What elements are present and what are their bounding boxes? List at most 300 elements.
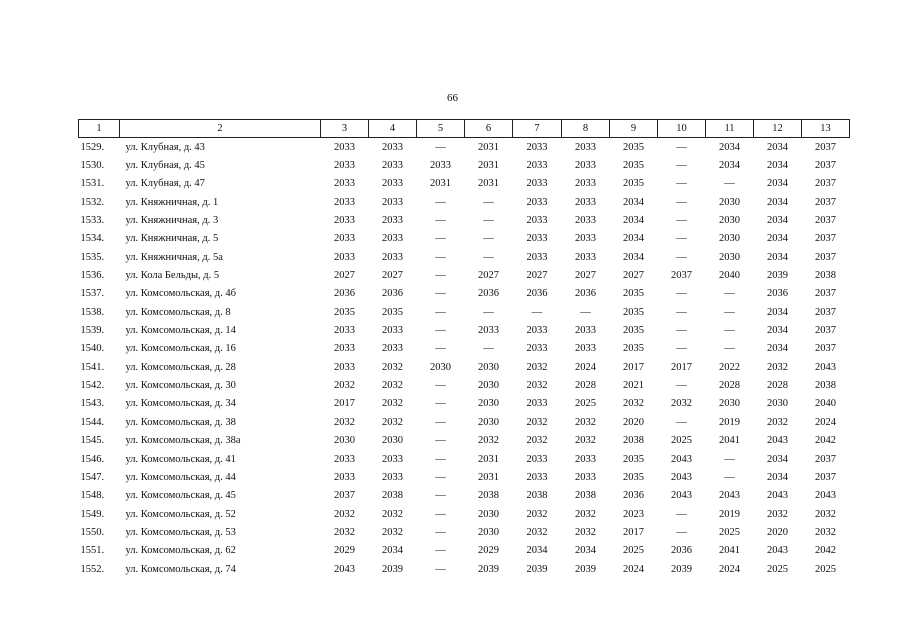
year-cell: 2033 [526,160,548,172]
year-cell: 2019 [719,416,740,428]
year-cell: 2038 [815,270,836,282]
year-cell: — [435,563,446,575]
row-number: 1548. [80,490,105,502]
year-cell: 2030 [478,526,499,538]
year-cell: 2033 [526,343,548,355]
year-cell: 2020 [767,526,788,538]
column-header-2: 2 [120,120,321,138]
column-header-10: 10 [658,120,706,138]
year-cell: — [676,288,687,300]
year-cell: 2033 [526,453,548,465]
year-cell: 2035 [334,306,355,318]
year-cell: 2034 [767,196,788,208]
year-cell: — [580,306,591,318]
year-cell: 2029 [334,545,355,557]
year-cell: 2032 [526,416,548,428]
year-cell: 2039 [767,270,788,282]
year-cell: 2038 [575,490,596,502]
row-number: 1539. [80,325,105,337]
year-cell: 2028 [767,380,788,392]
year-cell: 2037 [815,178,836,190]
address-cell: ул. Комсомольская, д. 30 [125,380,236,392]
table-row [79,376,850,394]
table-body [79,138,850,579]
year-cell: 2033 [334,251,355,263]
year-cell: — [724,325,735,337]
year-cell: 2034 [767,343,788,355]
address-cell: ул. Комсомольская, д. 38 [125,416,236,428]
address-cell: ул. Комсомольская, д. 8 [125,306,231,318]
year-cell: 2035 [623,453,644,465]
year-cell: 2037 [815,160,836,172]
year-cell: — [676,160,687,172]
year-cell: 2030 [382,435,403,447]
column-header-11: 11 [706,120,754,138]
column-header-7: 7 [513,120,562,138]
column-header-12: 12 [754,120,802,138]
row-number: 1532. [80,196,105,208]
year-cell: — [676,215,687,227]
year-cell: 2032 [623,398,644,410]
year-cell: 2034 [526,545,548,557]
year-cell: 2037 [671,270,692,282]
schedule-table [78,119,850,578]
year-cell: 2030 [719,196,740,208]
year-cell: 2033 [382,160,403,172]
year-cell: 2034 [719,160,740,172]
row-number: 1544. [80,416,105,428]
row-number: 1547. [80,471,105,483]
year-cell: 2033 [382,453,403,465]
year-cell: 2043 [767,490,788,502]
year-cell: 2032 [575,435,596,447]
row-number: 1529. [80,141,105,153]
year-cell: 2033 [478,325,499,337]
year-cell: 2022 [719,361,740,373]
year-cell: 2030 [478,398,499,410]
year-cell: — [483,343,494,355]
row-number: 1537. [80,288,105,300]
table-row [79,321,850,339]
table-row [79,432,850,450]
year-cell: 2017 [334,398,355,410]
year-cell: 2033 [382,325,403,337]
year-cell: 2033 [382,215,403,227]
year-cell: — [435,270,446,282]
table-header [79,120,850,138]
year-cell: 2037 [815,306,836,318]
year-cell: — [435,306,446,318]
year-cell: — [435,490,446,502]
year-cell: — [676,306,687,318]
year-cell: 2042 [815,545,836,557]
year-cell: 2032 [767,416,788,428]
year-cell: — [435,545,446,557]
year-cell: 2033 [526,178,548,190]
year-cell: 2043 [767,435,788,447]
year-cell: 2034 [767,471,788,483]
row-number: 1540. [80,343,105,355]
year-cell: 2034 [623,215,644,227]
year-cell: 2024 [623,563,644,575]
year-cell: 2030 [478,508,499,520]
year-cell: 2031 [430,178,451,190]
row-number: 1542. [80,380,105,392]
year-cell: 2040 [815,398,836,410]
address-cell: ул. Комсомольская, д. 4б [125,288,236,300]
year-cell: 2034 [767,233,788,245]
year-cell: 2034 [767,215,788,227]
address-cell: ул. Комсомольская, д. 52 [125,508,236,520]
year-cell: 2025 [767,563,788,575]
year-cell: — [483,251,494,263]
table-row [79,230,850,248]
year-cell: 2029 [478,545,499,557]
year-cell: 2027 [575,270,596,282]
row-number: 1551. [80,545,105,557]
year-cell: 2039 [526,563,548,575]
year-cell: 2030 [334,435,355,447]
year-cell: 2033 [334,196,355,208]
year-cell: 2032 [526,435,548,447]
year-cell: 2032 [334,416,355,428]
year-cell: 2033 [575,178,596,190]
year-cell: 2037 [815,453,836,465]
year-cell: — [435,416,446,428]
address-cell: ул. Комсомольская, д. 44 [125,471,236,483]
year-cell: 2043 [719,490,740,502]
year-cell: 2027 [526,270,548,282]
year-cell: 2024 [815,416,836,428]
year-cell: 2033 [334,160,355,172]
year-cell: 2038 [382,490,403,502]
year-cell: — [676,325,687,337]
year-cell: 2033 [526,251,548,263]
year-cell: — [435,508,446,520]
year-cell: 2033 [526,233,548,245]
year-cell: — [724,178,735,190]
year-cell: — [435,435,446,447]
year-cell: 2038 [478,490,499,502]
year-cell: — [531,306,543,318]
year-cell: 2035 [623,471,644,483]
year-cell: 2033 [382,251,403,263]
row-number: 1552. [80,563,105,575]
row-number: 1535. [80,251,105,263]
row-number: 1550. [80,526,105,538]
year-cell: 2031 [478,471,499,483]
year-cell: 2019 [719,508,740,520]
year-cell: 2037 [815,325,836,337]
year-cell: 2033 [382,196,403,208]
year-cell: 2032 [382,361,403,373]
year-cell: — [676,508,687,520]
address-cell: ул. Княжничная, д. 5а [125,251,223,263]
year-cell: 2027 [334,270,355,282]
year-cell: 2033 [526,325,548,337]
year-cell: — [676,380,687,392]
header-row [79,120,850,138]
address-cell: ул. Комсомольская, д. 38а [125,435,241,447]
year-cell: 2017 [623,526,644,538]
year-cell: 2033 [575,215,596,227]
year-cell: 2035 [623,178,644,190]
page-number: 66 [447,92,458,104]
year-cell: 2030 [478,361,499,373]
year-cell: 2030 [478,416,499,428]
year-cell: 2032 [382,380,403,392]
year-cell: — [724,471,735,483]
year-cell: 2037 [815,471,836,483]
year-cell: 2043 [671,471,692,483]
year-cell: 2027 [478,270,499,282]
year-cell: 2034 [382,545,403,557]
year-cell: 2037 [815,215,836,227]
year-cell: 2042 [815,435,836,447]
year-cell: 2034 [767,141,788,153]
year-cell: 2033 [334,325,355,337]
year-cell: 2017 [623,361,644,373]
year-cell: 2033 [334,141,355,153]
year-cell: 2036 [334,288,355,300]
year-cell: 2033 [334,233,355,245]
year-cell: 2043 [671,453,692,465]
year-cell: — [724,453,735,465]
address-cell: ул. Княжничная, д. 1 [125,196,219,208]
year-cell: 2043 [767,545,788,557]
year-cell: 2036 [767,288,788,300]
year-cell: 2032 [815,526,836,538]
column-header-3: 3 [321,120,369,138]
table-row [79,395,850,413]
year-cell: 2036 [526,288,548,300]
row-number: 1541. [80,361,105,373]
table-row [79,266,850,284]
year-cell: 2033 [575,196,596,208]
year-cell: 2037 [815,196,836,208]
year-cell: 2024 [575,361,596,373]
year-cell: 2032 [575,508,596,520]
year-cell: 2035 [623,343,644,355]
year-cell: 2034 [767,453,788,465]
year-cell: — [724,288,735,300]
year-cell: 2037 [815,288,836,300]
table-row [79,303,850,321]
year-cell: 2036 [382,288,403,300]
year-cell: 2039 [575,563,596,575]
table-row [79,542,850,560]
row-number: 1546. [80,453,105,465]
row-number: 1530. [80,160,105,172]
year-cell: 2035 [382,306,403,318]
address-cell: ул. Комсомольская, д. 34 [125,398,236,410]
year-cell: 2032 [382,416,403,428]
year-cell: 2041 [719,435,740,447]
table-row [79,487,850,505]
year-cell: 2037 [815,343,836,355]
year-cell: 2032 [526,526,548,538]
year-cell: — [435,398,446,410]
address-cell: ул. Клубная, д. 43 [125,141,205,153]
year-cell: 2043 [815,361,836,373]
table-row [79,211,850,229]
year-cell: 2033 [575,453,596,465]
year-cell: 2033 [382,233,403,245]
year-cell: 2030 [719,233,740,245]
year-cell: 2033 [526,141,548,153]
year-cell: 2032 [767,508,788,520]
table-row [79,175,850,193]
year-cell: — [676,343,687,355]
year-cell: — [676,196,687,208]
year-cell: 2034 [767,160,788,172]
year-cell: 2021 [623,380,644,392]
year-cell: 2033 [382,178,403,190]
table-row [79,358,850,376]
year-cell: — [435,141,446,153]
year-cell: 2032 [334,526,355,538]
year-cell: — [676,526,687,538]
year-cell: 2030 [430,361,451,373]
year-cell: 2032 [575,416,596,428]
table-row [79,156,850,174]
column-header-1: 1 [79,120,120,138]
year-cell: 2033 [526,196,548,208]
year-cell: 2034 [719,141,740,153]
year-cell: 2043 [671,490,692,502]
year-cell: 2038 [623,435,644,447]
year-cell: — [435,380,446,392]
year-cell: 2039 [382,563,403,575]
year-cell: 2033 [575,471,596,483]
year-cell: 2033 [575,141,596,153]
address-cell: ул. Комсомольская, д. 28 [125,361,236,373]
year-cell: 2034 [767,178,788,190]
row-number: 1534. [80,233,105,245]
year-cell: 2033 [526,471,548,483]
year-cell: 2025 [671,435,692,447]
year-cell: 2031 [478,160,499,172]
year-cell: 2035 [623,325,644,337]
year-cell: 2040 [719,270,740,282]
table-row [79,560,850,578]
year-cell: — [724,306,735,318]
year-cell: — [435,233,446,245]
address-cell: ул. Комсомольская, д. 53 [125,526,236,538]
year-cell: 2033 [575,325,596,337]
column-header-6: 6 [465,120,513,138]
year-cell: — [435,196,446,208]
address-cell: ул. Комсомольская, д. 62 [125,545,236,557]
year-cell: — [676,251,687,263]
year-cell: 2034 [623,251,644,263]
address-cell: ул. Княжничная, д. 3 [125,215,219,227]
year-cell: — [483,306,494,318]
year-cell: 2034 [623,196,644,208]
year-cell: 2025 [815,563,836,575]
year-cell: 2035 [623,288,644,300]
year-cell: — [676,233,687,245]
year-cell: 2033 [575,251,596,263]
year-cell: 2032 [815,508,836,520]
year-cell: 2027 [382,270,403,282]
year-cell: 2039 [478,563,499,575]
address-cell: ул. Комсомольская, д. 16 [125,343,236,355]
year-cell: 2035 [623,160,644,172]
year-cell: — [676,141,687,153]
year-cell: 2017 [671,361,692,373]
year-cell: 2036 [623,490,644,502]
address-cell: ул. Клубная, д. 45 [125,160,205,172]
table-row [79,413,850,431]
year-cell: 2036 [575,288,596,300]
column-header-5: 5 [417,120,465,138]
year-cell: 2032 [382,508,403,520]
year-cell: 2030 [719,215,740,227]
row-number: 1533. [80,215,105,227]
column-header-13: 13 [802,120,850,138]
year-cell: 2034 [575,545,596,557]
year-cell: 2025 [575,398,596,410]
table-row [79,285,850,303]
year-cell: 2030 [719,398,740,410]
year-cell: 2034 [623,233,644,245]
year-cell: 2024 [719,563,740,575]
year-cell: — [435,288,446,300]
row-number: 1538. [80,306,105,318]
table-row [79,450,850,468]
year-cell: — [435,343,446,355]
year-cell: 2025 [719,526,740,538]
year-cell: 2028 [719,380,740,392]
column-header-8: 8 [562,120,610,138]
year-cell: — [435,215,446,227]
year-cell: 2033 [575,343,596,355]
year-cell: 2032 [334,380,355,392]
year-cell: 2031 [478,453,499,465]
year-cell: 2030 [767,398,788,410]
year-cell: 2030 [719,251,740,263]
year-cell: 2041 [719,545,740,557]
year-cell: 2033 [334,178,355,190]
year-cell: 2037 [334,490,355,502]
year-cell: — [483,215,494,227]
year-cell: 2033 [382,141,403,153]
year-cell: — [435,325,446,337]
year-cell: — [435,453,446,465]
year-cell: 2032 [382,398,403,410]
row-number: 1536. [80,270,105,282]
year-cell: 2037 [815,251,836,263]
year-cell: — [676,416,687,428]
row-number: 1549. [80,508,105,520]
year-cell: 2036 [478,288,499,300]
year-cell: 2033 [334,343,355,355]
row-number: 1545. [80,435,105,447]
year-cell: 2032 [526,508,548,520]
year-cell: 2033 [526,215,548,227]
address-cell: ул. Комсомольская, д. 74 [125,563,236,575]
year-cell: 2034 [767,251,788,263]
year-cell: 2020 [623,416,644,428]
year-cell: 2036 [671,545,692,557]
address-cell: ул. Комсомольская, д. 45 [125,490,236,502]
year-cell: 2033 [334,471,355,483]
table-row [79,468,850,486]
year-cell: 2032 [382,526,403,538]
address-cell: ул. Комсомольская, д. 14 [125,325,236,337]
table-row [79,340,850,358]
